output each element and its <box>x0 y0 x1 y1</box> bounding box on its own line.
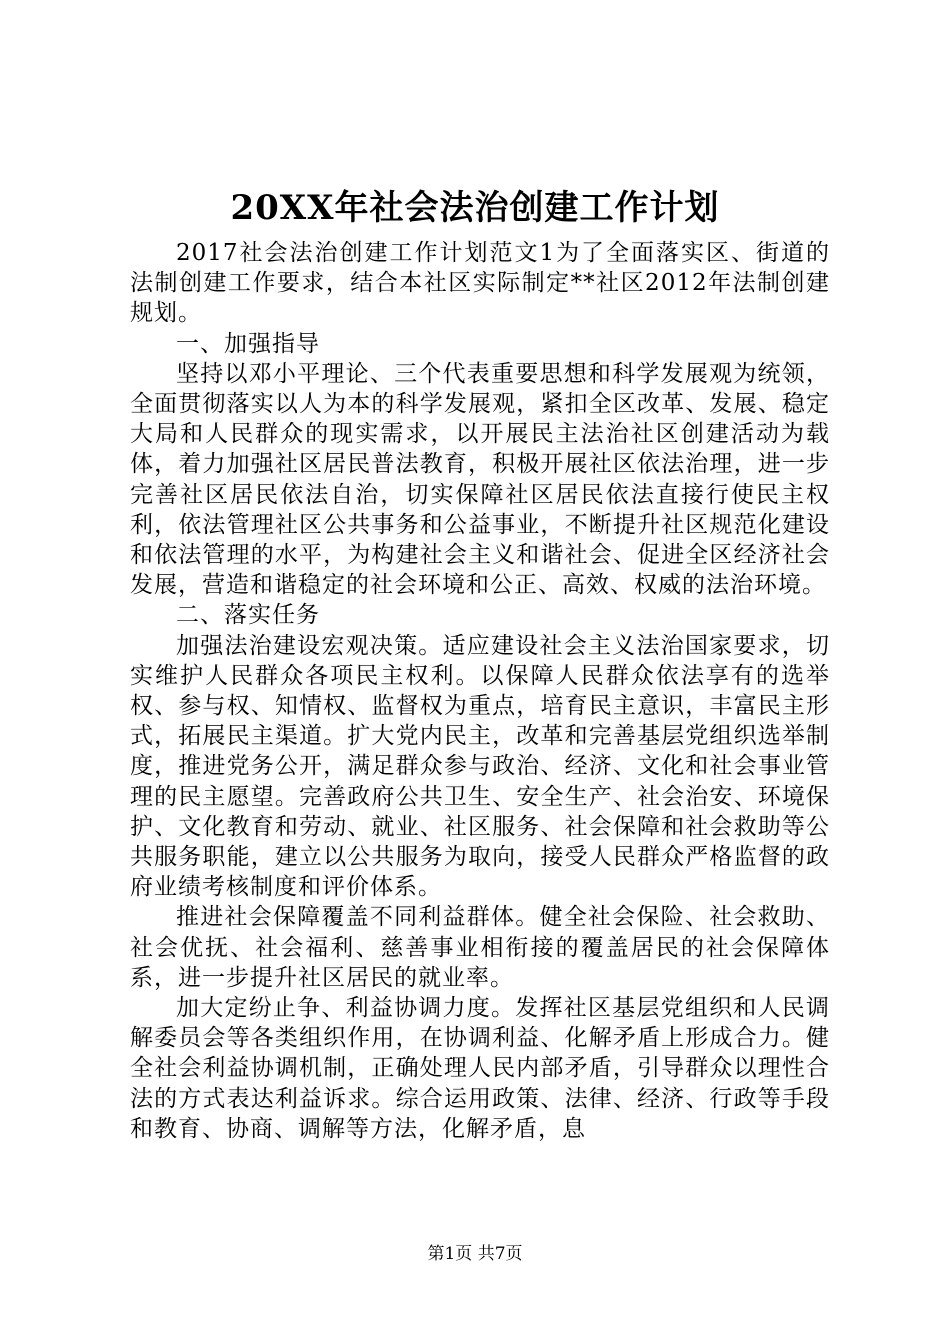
document-title: 20XX年社会法治创建工作计划 <box>230 188 720 228</box>
tasks-paragraph-3: 加大定纷止争、利益协调力度。发挥社区基层党组织和人民调解委员会等各类组织作用，在协调利益、化解矛盾上形成合力。健全社会利益协调机制，正确处理人民内部矛盾，引导群众以理性合法的方式表达利益诉求。综合运用政策、法律、经济、行政等手段和教育、协商、调解等方法，化解矛盾，息 <box>130 995 830 1142</box>
intro-paragraph: 2017社会法治创建工作计划范文1为了全面落实区、街道的法制创建工作要求，结合本社区实际制定**社区2012年法制创建规划。 <box>130 240 830 327</box>
page-number-footer: 第1页 共7页 <box>427 1244 523 1264</box>
tasks-paragraph-1: 加强法治建设宏观决策。适应建设社会主义法治国家要求，切实维护人民群众各项民主权利。以保障人民群众依法享有的选举权、参与权、知情权、监督权为重点，培育民主意识，丰富民主形式，拓展民主渠道。扩大党内民主，改革和完善基层党组织选举制度，推进党务公开，满足群众参与政治、经济、文化和社会事业管理的民主愿望。完善政府公共卫生、安全生产、社会治安、环境保护、文化教育和劳动、就业、社区服务、社会保障和社会救助等公共服务职能，建立以公共服务为取向，接受人民群众严格监督的政府业绩考核制度和评价体系。 <box>130 632 830 901</box>
section-heading-tasks: 二、落实任务 <box>176 602 320 629</box>
section-heading-guidance: 一、加强指导 <box>176 330 320 357</box>
tasks-paragraph-2: 推进社会保障覆盖不同利益群体。健全社会保险、社会救助、社会优抚、社会福利、慈善事业相衔接的覆盖居民的社会保障体系，进一步提升社区居民的就业率。 <box>130 904 830 991</box>
guidance-paragraph: 坚持以邓小平理论、三个代表重要思想和科学发展观为统领，全面贯彻落实以人为本的科学发展观，紧扣全区改革、发展、稳定大局和人民群众的现实需求，以开展民主法治社区创建活动为载体，着力加强社区居民普法教育，积极开展社区依法治理，进一步完善社区居民依法自治，切实保障社区居民依法直接行使民主权利，依法管理社区公共事务和公益事业，不断提升社区规范化建设和依法管理的水平，为构建社会主义和谐社会、促进全区经济社会发展，营造和谐稳定的社会环境和公正、高效、权威的法治环境。 <box>130 360 830 599</box>
document-body <box>130 238 830 1144</box>
